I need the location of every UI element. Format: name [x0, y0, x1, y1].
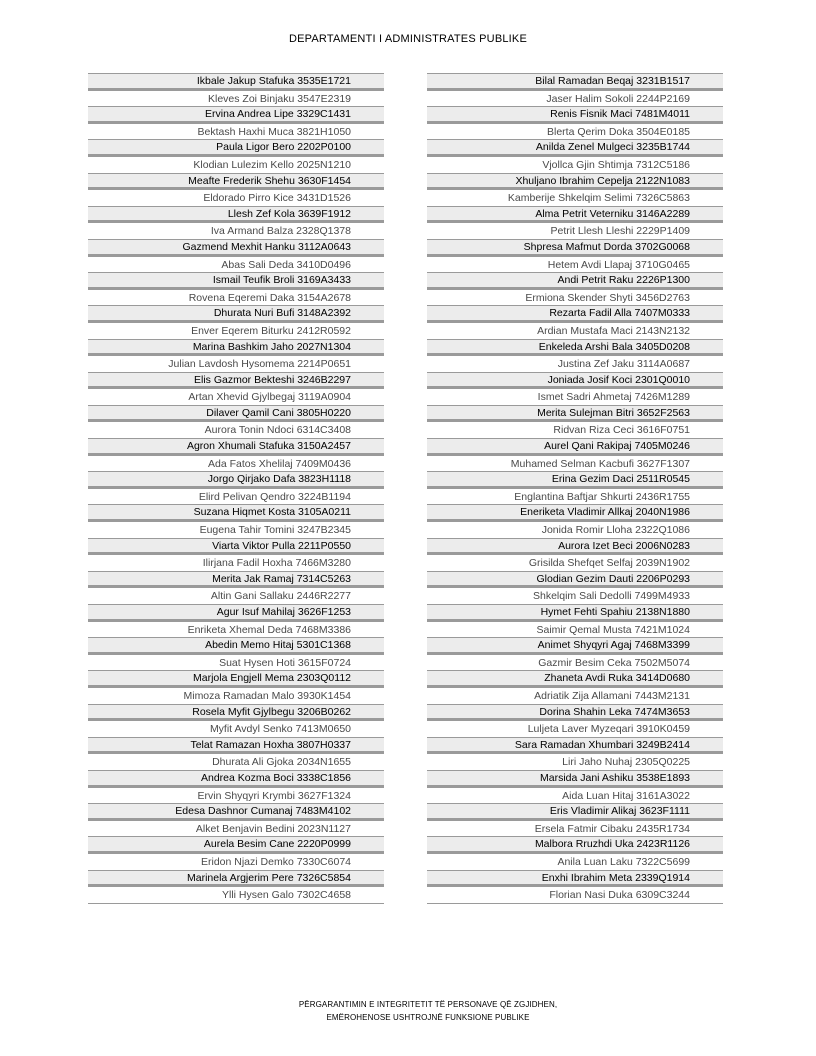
- list-item: Bilal Ramadan Beqaj 3231B1517: [427, 74, 723, 91]
- list-item: Ilirjana Fadil Hoxha 7466M3280: [88, 555, 384, 572]
- list-item: Ismail Teufik Broli 3169A3433: [88, 273, 384, 290]
- list-item: Abas Sali Deda 3410D0496: [88, 257, 384, 274]
- list-item: Shpresa Mafmut Dorda 3702G0068: [427, 240, 723, 257]
- list-item: Muhamed Selman Kacbufi 3627F1307: [427, 456, 723, 473]
- list-item: Enver Eqerem Biturku 2412R0592: [88, 323, 384, 340]
- list-item: Joniada Josif Koci 2301Q0010: [427, 373, 723, 390]
- list-item: Meafte Frederik Shehu 3630F1454: [88, 174, 384, 191]
- list-item: Eldorado Pirro Kice 3431D1526: [88, 190, 384, 207]
- footer-line-2: EMËROHENOSE USHTROJNË FUNKSIONE PUBLIKE: [326, 1013, 530, 1022]
- list-item: Viarta Viktor Pulla 2211P0550: [88, 539, 384, 556]
- list-item: Erina Gezim Daci 2511R0545: [427, 472, 723, 489]
- page-title: DEPARTAMENTI I ADMINISTRATES PUBLIKE: [288, 33, 528, 45]
- list-item: Kleves Zoi Binjaku 3547E2319: [88, 91, 384, 108]
- list-item: Petrit Llesh Lleshi 2229P1409: [427, 223, 723, 240]
- list-item: Shkelqim Sali Dedolli 7499M4933: [427, 588, 723, 605]
- list-item: Jorgo Qirjako Dafa 3823H1118: [88, 472, 384, 489]
- list-item: Rovena Eqeremi Daka 3154A2678: [88, 290, 384, 307]
- list-item: Jaser Halim Sokoli 2244P2169: [427, 91, 723, 108]
- list-item: Hymet Fehti Spahiu 2138N1880: [427, 605, 723, 622]
- list-item: Ridvan Riza Ceci 3616F0751: [427, 422, 723, 439]
- footer-line-1: PËRGARANTIMIN E INTEGRITETIT TË PERSONAVE QË ZGJIDHEN,: [298, 1000, 558, 1009]
- list-item: Aida Luan Hitaj 3161A3022: [427, 788, 723, 805]
- list-item: Liri Jaho Nuhaj 2305Q0225: [427, 754, 723, 771]
- list-item: Merita Sulejman Bitri 3652F2563: [427, 406, 723, 423]
- list-item: Ermiona Skender Shyti 3456D2763: [427, 290, 723, 307]
- list-item: Zhaneta Avdi Ruka 3414D0680: [427, 671, 723, 688]
- list-item: Glodian Gezim Dauti 2206P0293: [427, 572, 723, 589]
- list-item: Aurora Tonin Ndoci 6314C3408: [88, 422, 384, 439]
- list-item: Adriatik Zija Allamani 7443M2131: [427, 688, 723, 705]
- list-item: Marina Bashkim Jaho 2027N1304: [88, 340, 384, 357]
- list-item: Malbora Rruzhdi Uka 2423R1126: [427, 837, 723, 854]
- list-item: Vjollca Gjin Shtimja 7312C5186: [427, 157, 723, 174]
- list-item: Merita Jak Ramaj 7314C5263: [88, 572, 384, 589]
- list-item: Dorina Shahin Leka 7474M3653: [427, 705, 723, 722]
- list-item: Abedin Memo Hitaj 5301C1368: [88, 638, 384, 655]
- list-item: Xhuljano Ibrahim Cepelja 2122N1083: [427, 174, 723, 191]
- right-name-list: [427, 73, 723, 904]
- list-item: Dilaver Qamil Cani 3805H0220: [88, 406, 384, 423]
- list-item: Suzana Hiqmet Kosta 3105A0211: [88, 505, 384, 522]
- list-item: Gazmend Mexhit Hanku 3112A0643: [88, 240, 384, 257]
- list-item: Alket Benjavin Bedini 2023N1127: [88, 821, 384, 838]
- list-item: Dhurata Nuri Bufi 3148A2392: [88, 306, 384, 323]
- list-item: Agur Isuf Mahilaj 3626F1253: [88, 605, 384, 622]
- list-item: Jonida Romir Lloha 2322Q1086: [427, 522, 723, 539]
- list-item: Eridon Njazi Demko 7330C6074: [88, 854, 384, 871]
- list-item: Telat Ramazan Hoxha 3807H0337: [88, 738, 384, 755]
- footer: [0, 998, 816, 1024]
- list-item: Rezarta Fadil Alla 7407M0333: [427, 306, 723, 323]
- list-item: Renis Fisnik Maci 7481M4011: [427, 107, 723, 124]
- list-item: Eris Vladimir Alikaj 3623F1111: [427, 804, 723, 821]
- list-item: Paula Ligor Bero 2202P0100: [88, 140, 384, 157]
- list-item: Saimir Qemal Musta 7421M1024: [427, 622, 723, 639]
- list-item: Gazmir Besim Ceka 7502M5074: [427, 655, 723, 672]
- list-item: Eugena Tahir Tomini 3247B2345: [88, 522, 384, 539]
- list-item: Ylli Hysen Galo 7302C4658: [88, 887, 384, 904]
- list-item: Eneriketa Vladimir Allkaj 2040N1986: [427, 505, 723, 522]
- list-item: Ikbale Jakup Stafuka 3535E1721: [88, 74, 384, 91]
- list-item: Dhurata Ali Gjoka 2034N1655: [88, 754, 384, 771]
- list-item: Andrea Kozma Boci 3338C1856: [88, 771, 384, 788]
- list-item: Artan Xhevid Gjylbegaj 3119A0904: [88, 389, 384, 406]
- list-item: Animet Shyqyri Agaj 7468M3399: [427, 638, 723, 655]
- list-item: Alma Petrit Veterniku 3146A2289: [427, 207, 723, 224]
- list-item: Myfit Avdyl Senko 7413M0650: [88, 721, 384, 738]
- left-name-list: [88, 73, 384, 904]
- list-item: Aurela Besim Cane 2220P0999: [88, 837, 384, 854]
- list-item: Marsida Jani Ashiku 3538E1893: [427, 771, 723, 788]
- list-item: Enxhi Ibrahim Meta 2339Q1914: [427, 871, 723, 888]
- list-item: Mimoza Ramadan Malo 3930K1454: [88, 688, 384, 705]
- list-item: Ervina Andrea Lipe 3329C1431: [88, 107, 384, 124]
- list-item: Kamberije Shkelqim Selimi 7326C5863: [427, 190, 723, 207]
- list-item: Ervin Shyqyri Krymbi 3627F1324: [88, 788, 384, 805]
- list-item: Altin Gani Sallaku 2446R2277: [88, 588, 384, 605]
- list-item: Iva Armand Balza 2328Q1378: [88, 223, 384, 240]
- list-item: Marjola Engjell Mema 2303Q0112: [88, 671, 384, 688]
- list-item: Edesa Dashnor Cumanaj 7483M4102: [88, 804, 384, 821]
- list-item: Llesh Zef Kola 3639F1912: [88, 207, 384, 224]
- list-item: Ismet Sadri Ahmetaj 7426M1289: [427, 389, 723, 406]
- list-item: Aurora Izet Beci 2006N0283: [427, 539, 723, 556]
- list-item: Rosela Myfit Gjylbegu 3206B0262: [88, 705, 384, 722]
- list-item: Grisilda Shefqet Selfaj 2039N1902: [427, 555, 723, 572]
- list-item: Enkeleda Arshi Bala 3405D0208: [427, 340, 723, 357]
- list-item: Elis Gazmor Bekteshi 3246B2297: [88, 373, 384, 390]
- list-item: Blerta Qerim Doka 3504E0185: [427, 124, 723, 141]
- list-item: Agron Xhumali Stafuka 3150A2457: [88, 439, 384, 456]
- list-item: Ardian Mustafa Maci 2143N2132: [427, 323, 723, 340]
- list-item: Anila Luan Laku 7322C5699: [427, 854, 723, 871]
- list-item: Justina Zef Jaku 3114A0687: [427, 356, 723, 373]
- list-item: Hetem Avdi Llapaj 3710G0465: [427, 257, 723, 274]
- list-item: Andi Petrit Raku 2226P1300: [427, 273, 723, 290]
- list-item: Suat Hysen Hoti 3615F0724: [88, 655, 384, 672]
- list-item: Ersela Fatmir Cibaku 2435R1734: [427, 821, 723, 838]
- list-item: Englantina Baftjar Shkurti 2436R1755: [427, 489, 723, 506]
- list-item: Florian Nasi Duka 6309C3244: [427, 887, 723, 904]
- list-item: Marinela Argjerim Pere 7326C5854: [88, 871, 384, 888]
- list-item: Elird Pelivan Qendro 3224B1194: [88, 489, 384, 506]
- list-item: Bektash Haxhi Muca 3821H1050: [88, 124, 384, 141]
- list-item: Anilda Zenel Mulgeci 3235B1744: [427, 140, 723, 157]
- list-item: Julian Lavdosh Hysomema 2214P0651: [88, 356, 384, 373]
- list-item: Sara Ramadan Xhumbari 3249B2414: [427, 738, 723, 755]
- list-item: Ada Fatos Xhelilaj 7409M0436: [88, 456, 384, 473]
- list-item: Luljeta Laver Myzeqari 3910K0459: [427, 721, 723, 738]
- list-item: Aurel Qani Rakipaj 7405M0246: [427, 439, 723, 456]
- list-item: Enriketa Xhemal Deda 7468M3386: [88, 622, 384, 639]
- list-item: Klodian Lulezim Kello 2025N1210: [88, 157, 384, 174]
